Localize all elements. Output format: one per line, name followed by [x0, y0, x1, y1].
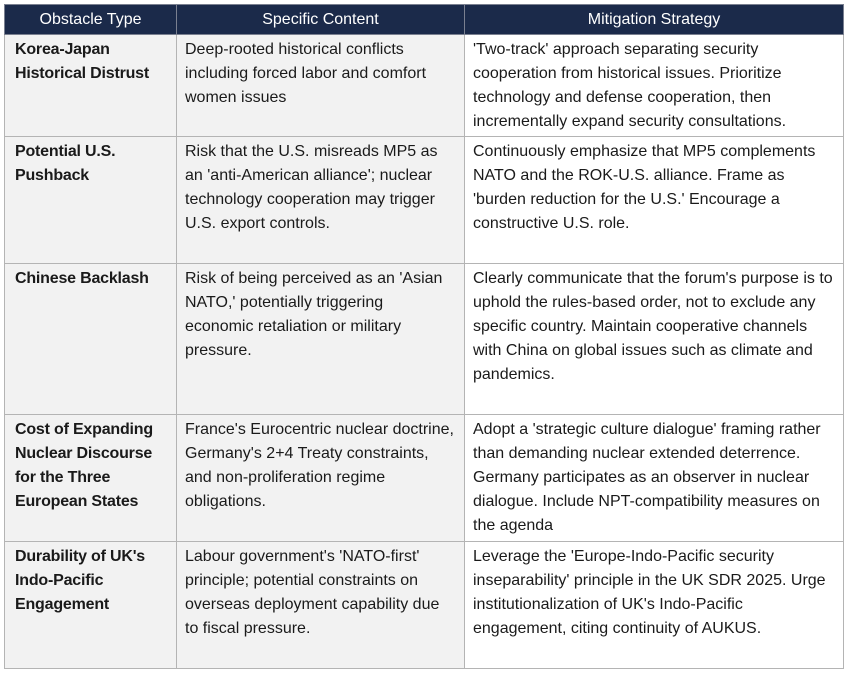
header-specific-content: Specific Content — [177, 5, 465, 35]
specific-content-cell: Deep-rooted historical conflicts including forced labor and comfort women issues — [177, 35, 465, 137]
obstacles-table — [4, 4, 844, 669]
obstacle-type-cell: Chinese Backlash — [5, 264, 177, 415]
table-body — [5, 35, 844, 669]
mitigation-strategy-cell: Continuously emphasize that MP5 complements NATO and the ROK-U.S. alliance. Frame as 'burden reduction for the U.S.' Encourage a constructive U.S. role. — [465, 137, 844, 264]
mitigation-strategy-cell: Adopt a 'strategic culture dialogue' framing rather than demanding nuclear extended deterrence. Germany participates as an observer in nuclear dialogue. Include NPT-compatibility measures on the agenda — [465, 415, 844, 542]
table-row — [5, 542, 844, 669]
mitigation-strategy-cell: 'Two-track' approach separating security cooperation from historical issues. Prioritize technology and defense cooperation, then incrementally expand security consultations. — [465, 35, 844, 137]
specific-content-cell: Labour government's 'NATO-first' principle; potential constraints on overseas deployment capability due to fiscal pressure. — [177, 542, 465, 669]
obstacle-type-cell: Potential U.S. Pushback — [5, 137, 177, 264]
obstacles-table-container — [4, 4, 844, 669]
obstacle-type-cell: Korea-Japan Historical Distrust — [5, 35, 177, 137]
specific-content-cell: France's Eurocentric nuclear doctrine, Germany's 2+4 Treaty constraints, and non-proliferation regime obligations. — [177, 415, 465, 542]
table-row — [5, 264, 844, 415]
table-header — [5, 5, 844, 35]
header-obstacle-type: Obstacle Type — [5, 5, 177, 35]
mitigation-strategy-cell: Clearly communicate that the forum's purpose is to uphold the rules-based order, not to exclude any specific country. Maintain cooperative channels with China on global issues such as climate and pandemics. — [465, 264, 844, 415]
table-row — [5, 137, 844, 264]
obstacle-type-cell: Cost of Expanding Nuclear Discourse for the Three European States — [5, 415, 177, 542]
specific-content-cell: Risk that the U.S. misreads MP5 as an 'anti-American alliance'; nuclear technology cooperation may trigger U.S. export controls. — [177, 137, 465, 264]
header-row — [5, 5, 844, 35]
table-row — [5, 415, 844, 542]
mitigation-strategy-cell: Leverage the 'Europe-Indo-Pacific security inseparability' principle in the UK SDR 2025. Urge institutionalization of UK's Indo-Pacific engagement, citing continuity of AUKUS. — [465, 542, 844, 669]
header-mitigation-strategy: Mitigation Strategy — [465, 5, 844, 35]
specific-content-cell: Risk of being perceived as an 'Asian NATO,' potentially triggering economic retaliation or military pressure. — [177, 264, 465, 415]
table-row — [5, 35, 844, 137]
obstacle-type-cell: Durability of UK's Indo-Pacific Engagement — [5, 542, 177, 669]
